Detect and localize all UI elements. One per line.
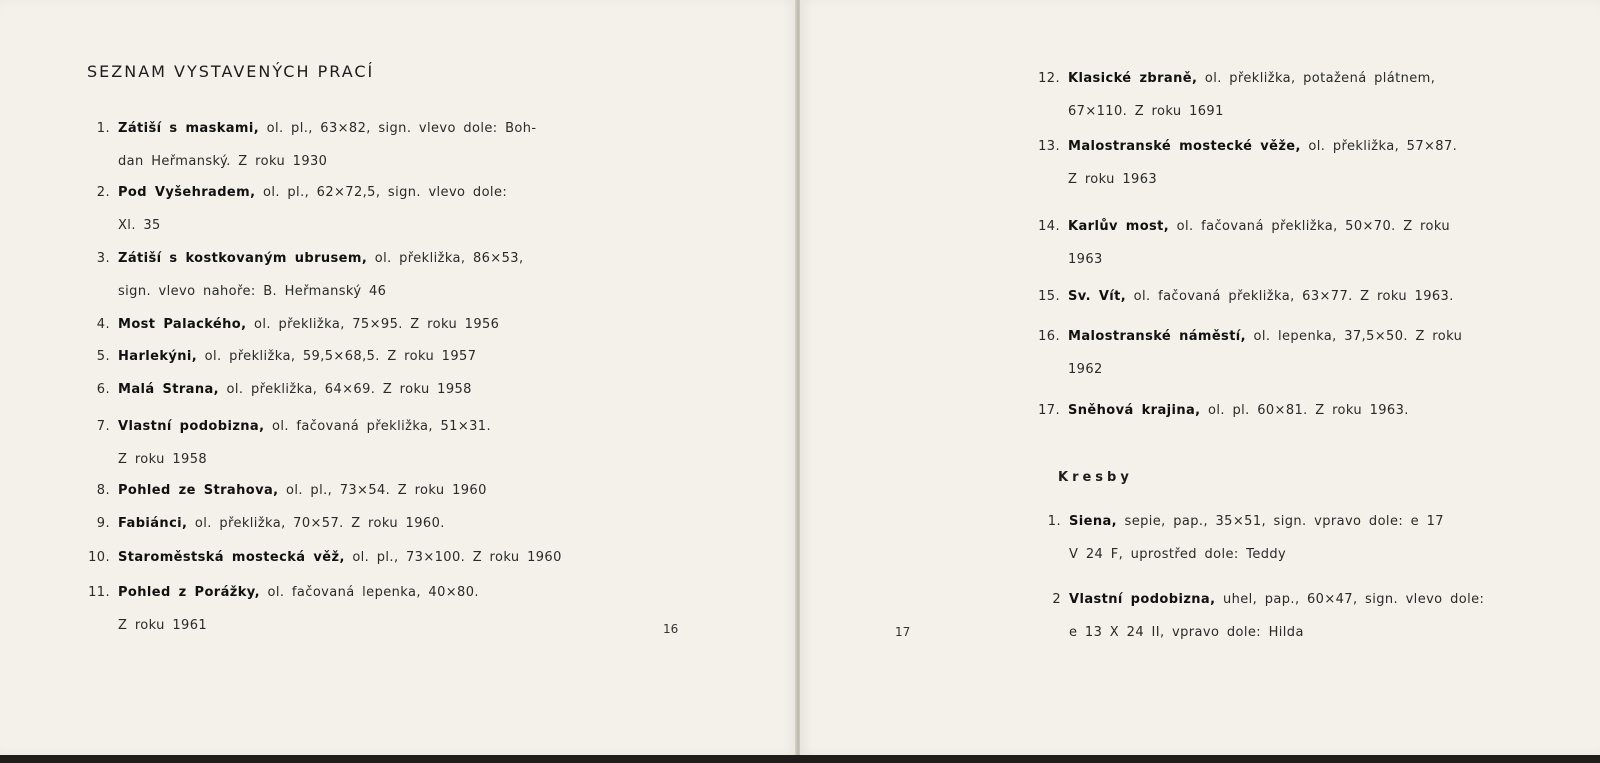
- page-heading: SEZNAM VYSTAVENÝCH PRACÍ: [87, 62, 375, 81]
- entry-line-1: [1068, 210, 1450, 243]
- entry-line-2: Z roku 1958: [118, 452, 208, 467]
- entry-line-1: [1068, 62, 1435, 95]
- drawing-entry: [1047, 505, 1444, 571]
- entry-line-2: Xl. 35: [118, 218, 161, 233]
- catalog-entry: [1038, 62, 1436, 128]
- entry-title: Siena,: [1069, 514, 1118, 529]
- entry-title: Harlekýni,: [118, 349, 198, 364]
- entry-line-1: [1068, 394, 1409, 427]
- entry-number: 4.: [96, 317, 110, 332]
- entry-number: 1.: [96, 121, 110, 136]
- entry-line-1: [118, 474, 487, 507]
- entry-line-2: Z roku 1961: [118, 618, 208, 633]
- entry-line-1: [118, 242, 523, 275]
- entry-title: Pod Vyšehradem,: [118, 185, 256, 200]
- entry-number: 1.: [1047, 514, 1061, 529]
- catalog-entry: [96, 340, 477, 373]
- catalog-entry: [96, 242, 524, 308]
- entry-number: 3.: [96, 251, 110, 266]
- entry-title: Sněhová krajina,: [1068, 403, 1201, 418]
- entry-details: ol. pl., 62×72,5, sign. vlevo dole:: [255, 185, 508, 200]
- entry-line-2: V 24 F, uprostřed dole: Teddy: [1069, 547, 1287, 562]
- entry-details: ol. pl., 73×54. Z roku 1960: [278, 483, 487, 498]
- entry-number: 12.: [1038, 71, 1060, 86]
- entry-title: Sv. Vít,: [1068, 289, 1127, 304]
- entry-title: Fabiánci,: [118, 516, 188, 531]
- entry-title: Most Palackého,: [118, 317, 247, 332]
- entry-title: Staroměstská mostecká věž,: [118, 550, 345, 565]
- entry-details: ol. překližka, potažená plátnem,: [1197, 71, 1436, 86]
- entry-details: ol. překližka, 75×95. Z roku 1956: [246, 317, 500, 332]
- entry-details: ol. fačovaná překližka, 50×70. Z roku: [1169, 219, 1451, 234]
- entry-details: ol. překližka, 70×57. Z roku 1960.: [187, 516, 445, 531]
- entry-title: Malostranské náměstí,: [1068, 329, 1247, 344]
- entry-title: Pohled ze Strahova,: [118, 483, 279, 498]
- entry-line-2: 1963: [1068, 252, 1103, 267]
- scan-bottom-edge: [0, 755, 1600, 763]
- entry-details: ol. fačovaná překližka, 63×77. Z roku 1963.: [1126, 289, 1454, 304]
- entry-line-1: [118, 541, 562, 574]
- entry-number: 16.: [1038, 329, 1060, 344]
- entry-number: 7.: [96, 419, 110, 434]
- entry-details: ol. pl., 63×82, sign. vlevo dole: Boh-: [259, 121, 537, 136]
- entry-number: 6.: [96, 382, 110, 397]
- entry-title: Malá Strana,: [118, 382, 219, 397]
- entry-title: Zátiší s maskami,: [118, 121, 260, 136]
- entry-line-1: [1069, 505, 1444, 538]
- entry-details: ol. překližka, 86×53,: [367, 251, 524, 266]
- catalog-entry: [96, 308, 500, 341]
- entry-title: Klasické zbraně,: [1068, 71, 1198, 86]
- entry-details: ol. překližka, 59,5×68,5. Z roku 1957: [197, 349, 477, 364]
- entry-details: ol. fačovaná lepenka, 40×80.: [259, 585, 479, 600]
- catalog-entry: [96, 410, 491, 476]
- entry-line-2: sign. vlevo nahoře: B. Heřmanský 46: [118, 284, 387, 299]
- catalog-entry: [96, 507, 445, 540]
- entry-details: ol. pl. 60×81. Z roku 1963.: [1200, 403, 1409, 418]
- entry-line-1: [118, 576, 479, 609]
- catalog-entry: [96, 373, 472, 406]
- entry-line-1: [1068, 280, 1454, 313]
- entry-line-1: [118, 340, 476, 373]
- entry-line-1: [118, 176, 507, 209]
- entry-line-1: [118, 308, 499, 341]
- entry-details: ol. překližka, 64×69. Z roku 1958: [219, 382, 472, 397]
- entry-title: Malostranské mostecké věže,: [1068, 139, 1301, 154]
- entry-title: Vlastní podobizna,: [1069, 592, 1216, 607]
- entry-number: 2: [1052, 592, 1061, 607]
- entry-number: 15.: [1038, 289, 1060, 304]
- entry-title: Zátiší s kostkovaným ubrusem,: [118, 251, 368, 266]
- entry-line-2: Z roku 1963: [1068, 172, 1158, 187]
- entry-number: 2.: [96, 185, 110, 200]
- section-heading-kresby: Kresby: [1058, 470, 1133, 485]
- entry-line-1: [1068, 320, 1462, 353]
- catalog-entry: [88, 541, 562, 574]
- entry-number: 13.: [1038, 139, 1060, 154]
- page-number-left: 16: [663, 622, 679, 636]
- entry-details: uhel, pap., 60×47, sign. vlevo dole:: [1215, 592, 1485, 607]
- catalog-entry: [96, 176, 508, 242]
- entry-line-1: [1068, 130, 1457, 163]
- entry-details: ol. lepenka, 37,5×50. Z roku: [1246, 329, 1463, 344]
- entry-line-1: [118, 507, 445, 540]
- catalog-entry: [96, 474, 487, 507]
- entry-number: 10.: [88, 550, 110, 565]
- entry-number: 9.: [96, 516, 110, 531]
- entry-details: ol. pl., 73×100. Z roku 1960: [344, 550, 562, 565]
- entry-number: 14.: [1038, 219, 1060, 234]
- entry-number: 8.: [96, 483, 110, 498]
- entry-line-1: [118, 373, 472, 406]
- catalog-entry: [96, 112, 537, 178]
- catalog-entry: [1038, 394, 1409, 427]
- entry-details: ol. překližka, 57×87.: [1300, 139, 1458, 154]
- entry-line-1: [118, 112, 537, 145]
- entry-line-1: [118, 410, 491, 443]
- catalog-entry: [1038, 130, 1458, 196]
- catalog-entry: [1038, 280, 1454, 313]
- entry-title: Vlastní podobizna,: [118, 419, 265, 434]
- left-page: [0, 0, 797, 755]
- entry-line-2: 67×110. Z roku 1691: [1068, 104, 1224, 119]
- entry-number: 11.: [88, 585, 110, 600]
- catalog-entry: [88, 576, 479, 642]
- catalog-entry: [1038, 210, 1451, 276]
- catalog-entry: [1038, 320, 1463, 386]
- entry-line-1: [1069, 583, 1484, 616]
- entry-line-2: dan Heřmanský. Z roku 1930: [118, 154, 328, 169]
- page-number-right: 17: [895, 625, 911, 639]
- entry-number: 17.: [1038, 403, 1060, 418]
- drawing-entry: [1052, 583, 1485, 649]
- entry-number: 5.: [96, 349, 110, 364]
- entry-title: Pohled z Porážky,: [118, 585, 260, 600]
- entry-line-2: e 13 X 24 II, vpravo dole: Hilda: [1069, 625, 1304, 640]
- entry-line-2: 1962: [1068, 362, 1103, 377]
- entry-details: sepie, pap., 35×51, sign. vpravo dole: e 17: [1117, 514, 1444, 529]
- entry-title: Karlův most,: [1068, 219, 1170, 234]
- entry-details: ol. fačovaná překližka, 51×31.: [264, 419, 491, 434]
